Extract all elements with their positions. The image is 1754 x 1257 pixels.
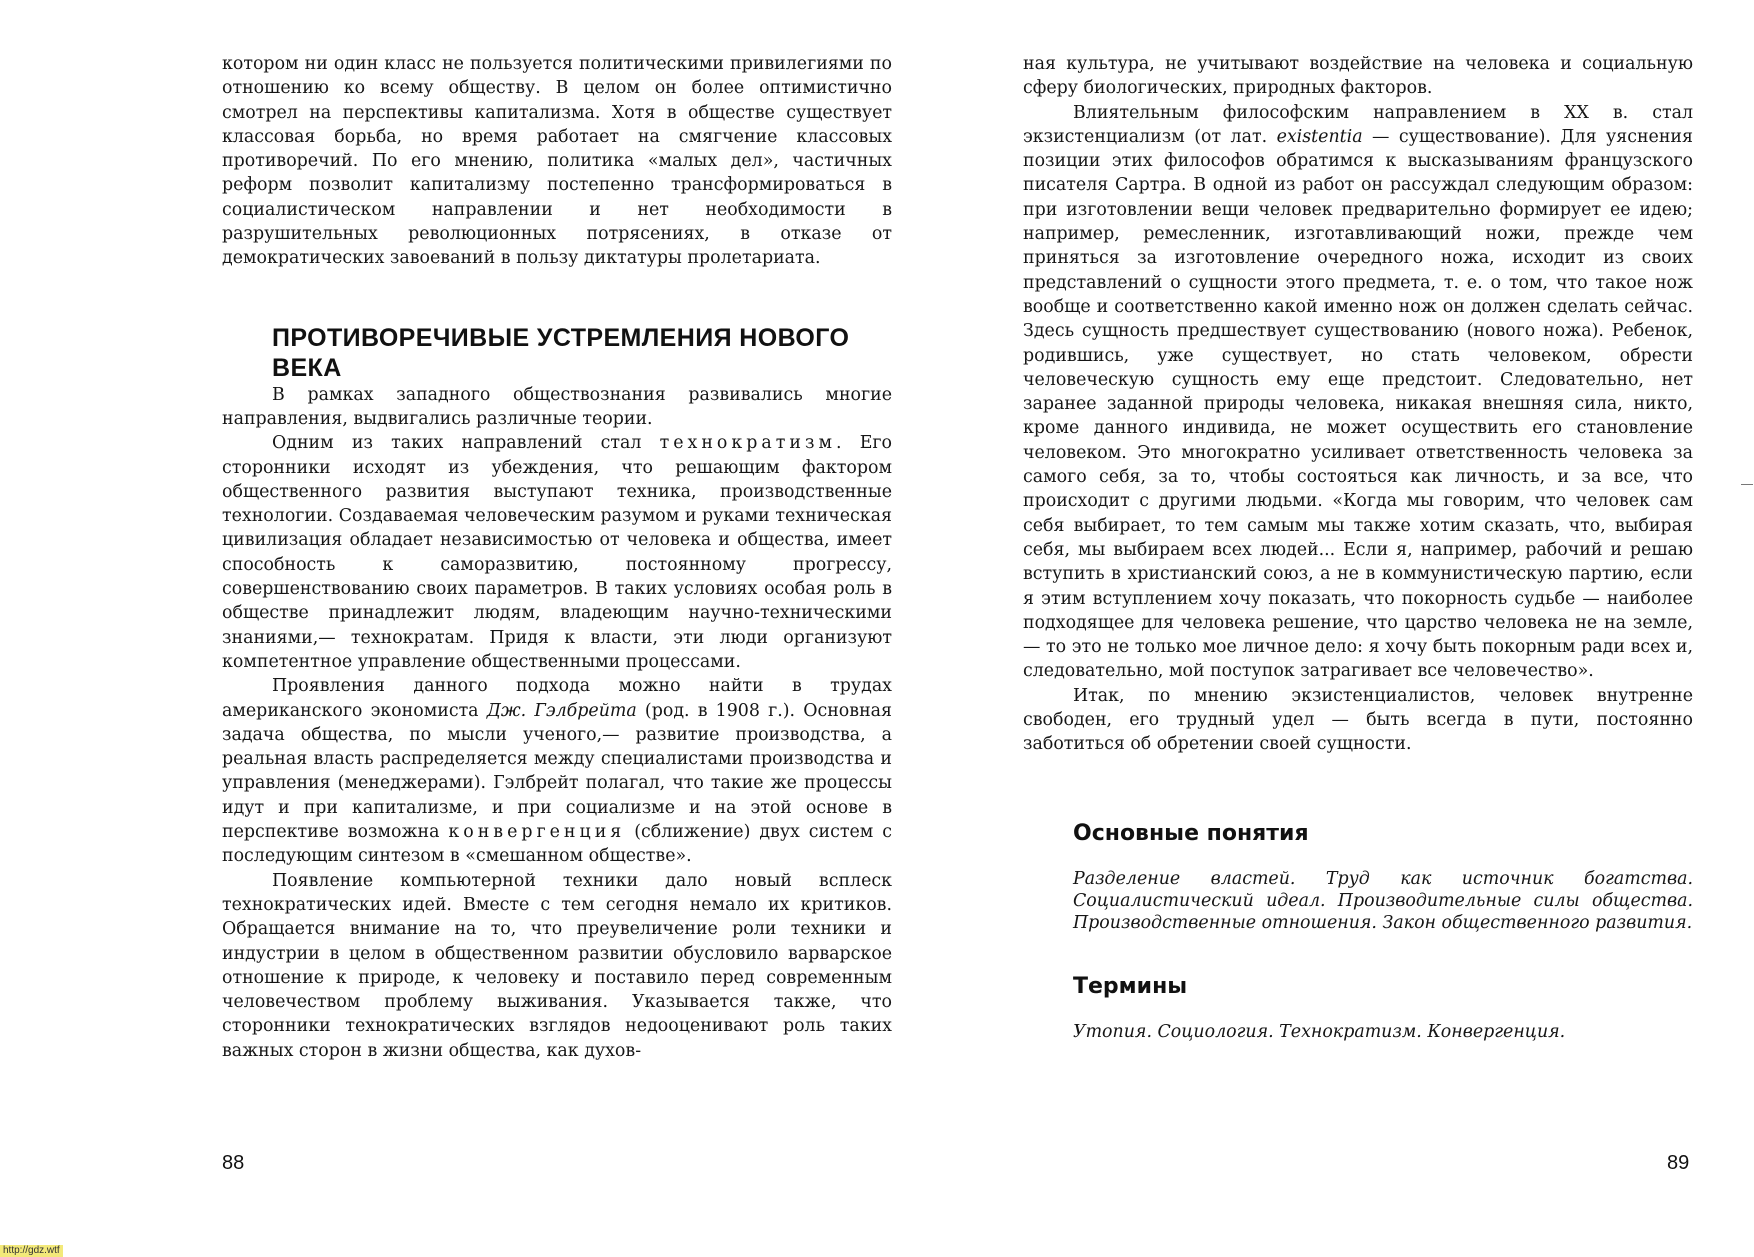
paragraph-galbraith-end: (сближение) двух систем с последующим синтезом в «смешанном обществе».: [222, 822, 892, 867]
terms-text: Утопия. Социология. Технократизм. Конвергенция.: [1073, 1021, 1566, 1042]
edge-mark: [1741, 484, 1753, 485]
concepts-heading: Основные понятия: [1073, 820, 1309, 846]
galbraith-name: Дж. Гэлбрейта: [486, 700, 637, 721]
paragraph-galbraith-middle: (род. в 1908 г.). Основная задача общества, по мысли ученого,— развитие производства, а реальная власть распределяется между специалистами производства и управления (менеджерами). Гэлбрейт полагал, что такие же процессы идут и при капитализме, и при социализме и на этой основе в перспективе возможна: [222, 700, 893, 843]
paragraph-continued: ная культура, не учитывают воздействие на человека и социальную сферу биологических, природных факторов.: [1023, 54, 1693, 99]
right-page-text: [1023, 52, 1693, 1043]
paragraph-intro: котором ни один класс не пользуется политическими привилегиями по отношению ко всему обществу. В целом он более оптимистично смотрел на перспективы капитализма. Хотя в обществе существует классовая борьба, но время работает на смягчение классовых противоречий. По его мнению, политика «малых дел», частичных реформ позволит капитализму постепенно трансформироваться в социалистическом направлении и нет необходимости в разрушительных революционных потрясениях, в отказе от демократических завоеваний в пользу диктатуры пролетариата.: [222, 54, 892, 269]
paragraph-computers: Появление компьютерной техники дало новый всплеск технократических идей. Вместе с тем сегодня немало их критиков. Обращается внимание на то, что преувеличение роли техники и индустрии в целом в общественном развитии обусловило варварское отношение к природе, к человеку и поставило перед современным человечеством проблему выживания. Указывается также, что сторонники технократических взглядов недооценивают роль таких важных сторон в жизни общества, как духов-: [222, 870, 892, 1061]
paragraph-galbraith: [222, 674, 892, 868]
paragraph-conclusion: Итак, по мнению экзистенциалистов, человек внутренне свободен, его трудный удел — быть всегда в пути, постоянно заботиться об обретении своей сущности.: [1023, 685, 1693, 755]
concepts-text: Разделение властей. Труд как источник богатства. Социалистический идеал. Производительные силы общества. Производственные отношения. Закон общественного развития.: [1073, 868, 1693, 933]
term-technocracy: технократизм: [659, 433, 836, 454]
terms-heading: Термины: [1073, 973, 1188, 999]
page-number-right: 89: [1667, 1152, 1690, 1174]
left-page-text: [222, 52, 892, 1063]
latin-term: existentia: [1276, 126, 1363, 147]
term-convergence: конвергенция: [448, 822, 626, 843]
paragraph-technocracy-rest: . Его сторонники исходят из убеждения, что решающим фактором общественного развития выступают техника, производственные технологии. Создаваемая человеческим разумом и руками техническая цивилизация обладает независимостью от человека и общества, имеет способность к саморазвитию, постоянному прогрессу, совершенствованию своих параметров. В таких условиях особая роль в обществе принадлежит людям, владеющим научно-техническими знаниями,— технократам. Придя к власти, эти люди организуют компетентное управление общественными процессами.: [222, 433, 892, 672]
paragraph-galbraith-start: Проявления данного подхода можно найти в трудах американского экономиста: [222, 676, 892, 721]
paragraph-existentialism-rest: — существование). Для уяснения позиции этих философов обратимся к высказываниям французского писателя Сартра. В одной из работ он рассуждал следующим образом: при изготовлении вещи человек предварительно формирует ее идею; например, ремесленник, изготавливающий ножи, прежде чем приняться за изготовление очередного ножа, исходит из своих представлений о сущности этого предмета, т. е. о том, что такое нож вообще и соответственно какой именно нож он должен сделать сейчас. Здесь сущность предшествует существованию (нового ножа). Ребенок, родившись, уже существует, но стать человеком, обрести человеческую сущность ему еще предстоит. Следовательно, нет заранее заданной природы человека, никакая внешняя сила, никто, кроме данного индивида, не может осуществить его становление человеком. Это многократно усиливает ответственность человека за самого себя, за то, чтобы состояться как личность, и за все, что происходит с другими людьми. «Когда мы говорим, что человек сам себя выбирает, то тем самым мы также хотим сказать, что, выбирая себя, мы выбираем всех людей... Если я, например, рабочий и решаю вступить в христианский союз, а не в коммунистическую партию, если я этим вступлением хочу показать, что покорность судьбе — наиболее подходящее для человека решение, что царство человека не на земле,— то это не только мое личное дело: я хочу быть покорным ради всех и, следовательно, мой поступок затрагивает все человечество».: [1023, 126, 1693, 682]
paragraph-existentialism-start: Влиятельным философским направлением в XX в. стал экзистенциализм (от лат.: [1023, 102, 1693, 147]
paragraph-1: В рамках западного обществознания развивались многие направления, выдвигались различные теории.: [222, 384, 892, 429]
right-page: [877, 0, 1754, 1257]
paragraph-technocracy-start: Одним из таких направлений стал: [272, 433, 660, 454]
page-number-left: 88: [222, 1152, 245, 1174]
section-heading: ПРОТИВОРЕЧИВЫЕ УСТРЕМЛЕНИЯ НОВОГО ВЕКА: [272, 323, 850, 382]
paragraph-existentialism: [1023, 101, 1693, 684]
watermark-link[interactable]: http://gdz.wtf: [0, 1245, 63, 1257]
paragraph-technocracy: [222, 431, 892, 674]
